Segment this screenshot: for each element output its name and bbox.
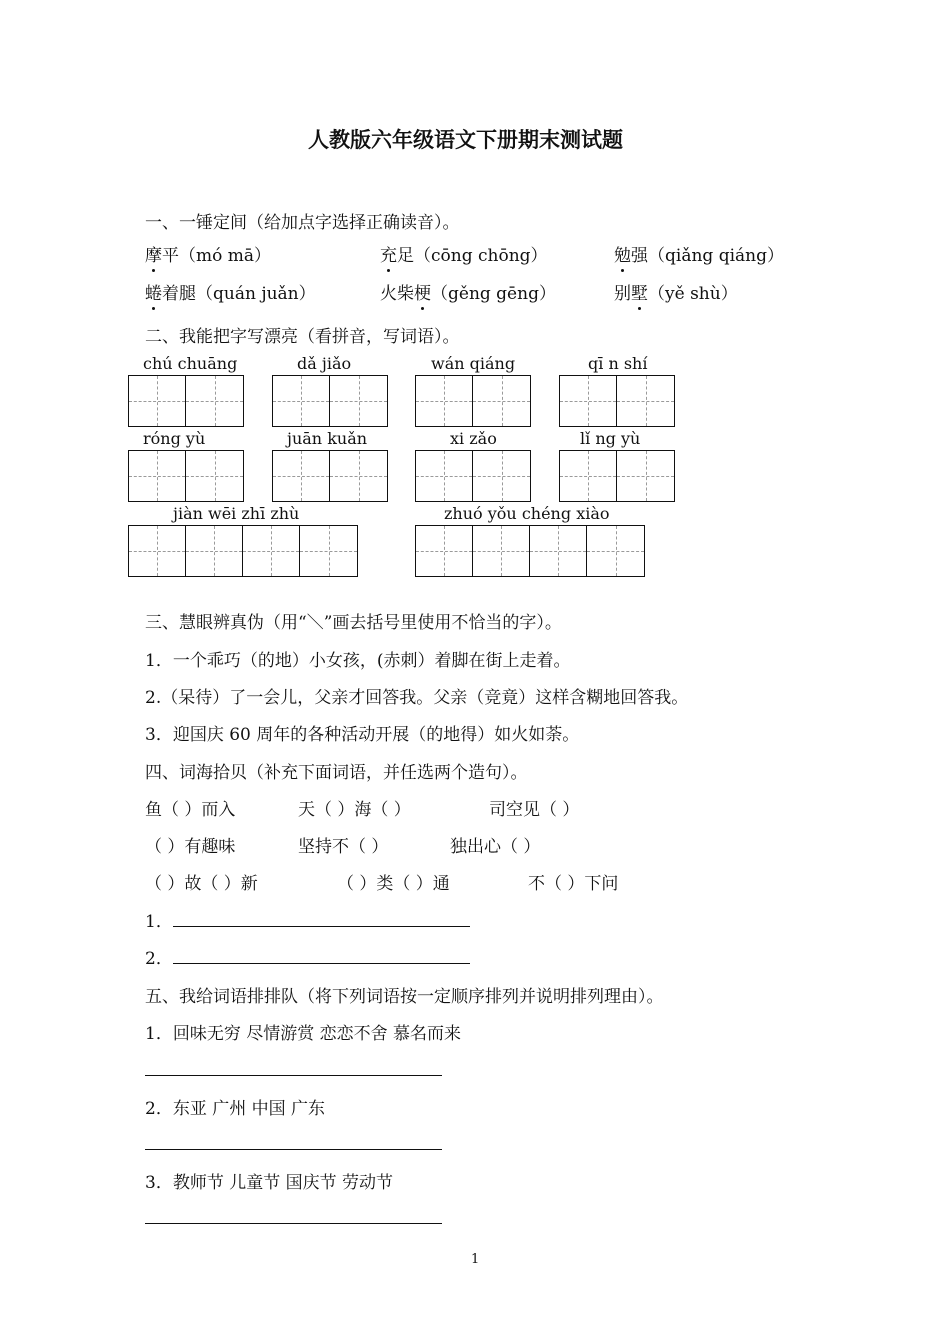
pinyin-label: wán qiáng	[431, 354, 516, 373]
question-line: 2．东亚 广州 中国 广东	[145, 1099, 326, 1119]
section-4-heading: 四、词海拾贝（补充下面词语，并任选两个造句）。	[145, 763, 528, 783]
writing-grid[interactable]	[128, 375, 244, 427]
pinyin-label: xi zǎo	[450, 429, 497, 448]
writing-grid[interactable]	[128, 450, 244, 502]
pinyin-label: lǐ ng yù	[580, 429, 641, 448]
writing-grid[interactable]	[559, 375, 675, 427]
idiom-blank: 独出心（ ）	[450, 837, 541, 857]
question-line: 3．教师节 儿童节 国庆节 劳动节	[145, 1173, 394, 1193]
section-2-heading: 二、我能把字写漂亮（看拼音，写词语）。	[145, 327, 460, 347]
pinyin-label: zhuó yǒu chéng xiào	[444, 504, 610, 523]
word-item: 火柴梗 （gěng gēng）	[380, 279, 556, 304]
pinyin-label: jiàn wēi zhī zhù	[173, 504, 300, 523]
answer-line[interactable]	[173, 963, 470, 964]
writing-grid[interactable]	[272, 375, 388, 427]
writing-grid[interactable]	[272, 450, 388, 502]
writing-grid[interactable]	[415, 450, 531, 502]
answer-line[interactable]	[173, 926, 470, 927]
page-number: 1	[471, 1252, 480, 1267]
page-title: 人教版六年级语文下册期末测试题	[308, 128, 623, 152]
word-item: 蜷 着腿（quán juǎn）	[145, 279, 316, 304]
idiom-blank: 司空见（ ）	[489, 800, 580, 820]
pinyin-label: qī n shí	[588, 354, 648, 373]
word-item: 勉 强（qiǎng qiáng）	[614, 241, 784, 266]
idiom-blank: （ ）类（ ）通	[337, 874, 450, 894]
pinyin-label: dǎ jiǎo	[297, 354, 352, 373]
question-line: 1．回味无穷 尽情游赏 恋恋不舍 慕名而来	[145, 1024, 462, 1044]
dotted-char: 梗	[414, 284, 431, 304]
section-3-heading: 三、慧眼辨真伪（用“＼”画去括号里使用不恰当的字）。	[145, 613, 562, 633]
section-1-heading: 一、一锤定间（给加点字选择正确读音）。	[145, 213, 460, 233]
dotted-char: 勉	[614, 246, 631, 266]
answer-line[interactable]	[145, 1223, 442, 1224]
answer-line[interactable]	[145, 1149, 442, 1150]
pinyin-label: juān kuǎn	[287, 429, 368, 448]
idiom-blank: 天（ ）海（ ）	[298, 800, 411, 820]
answer-line[interactable]	[145, 1075, 442, 1076]
pinyin-label: chú chuāng	[143, 354, 238, 373]
word-item: 摩 平（mó mā）	[145, 241, 271, 266]
section-5-heading: 五、我给词语排排队（将下列词语按一定顺序排列并说明排列理由）。	[145, 987, 664, 1007]
answer-label: 2．	[145, 949, 173, 969]
writing-grid[interactable]	[415, 375, 531, 427]
writing-grid[interactable]	[559, 450, 675, 502]
dotted-char: 充	[380, 246, 397, 266]
question-line: 3．迎国庆 60 周年的各种活动开展（的地得）如火如荼。	[145, 725, 580, 745]
idiom-blank: 鱼（ ）而入	[145, 800, 236, 820]
writing-grid[interactable]	[415, 525, 645, 577]
idiom-blank: （ ）故（ ）新	[145, 874, 258, 894]
idiom-blank: 坚持不（ ）	[298, 837, 389, 857]
idiom-blank: （ ）有趣味	[145, 837, 236, 857]
question-line: 2.（呆待）了一会儿，父亲才回答我。父亲（竞竟）这样含糊地回答我。	[145, 688, 689, 708]
dotted-char: 摩	[145, 246, 162, 266]
question-line: 1．一个乖巧（的地）小女孩，(赤刺）着脚在街上走着。	[145, 651, 571, 671]
answer-label: 1．	[145, 912, 173, 932]
idiom-blank: 不（ ）下问	[528, 874, 619, 894]
dotted-char: 墅	[631, 284, 648, 304]
dotted-char: 蜷	[145, 284, 162, 304]
word-item: 充 足（cōng chōng）	[380, 241, 548, 266]
word-item: 别墅 （yě shù）	[614, 279, 738, 304]
pinyin-label: róng yù	[143, 429, 206, 448]
writing-grid[interactable]	[128, 525, 358, 577]
